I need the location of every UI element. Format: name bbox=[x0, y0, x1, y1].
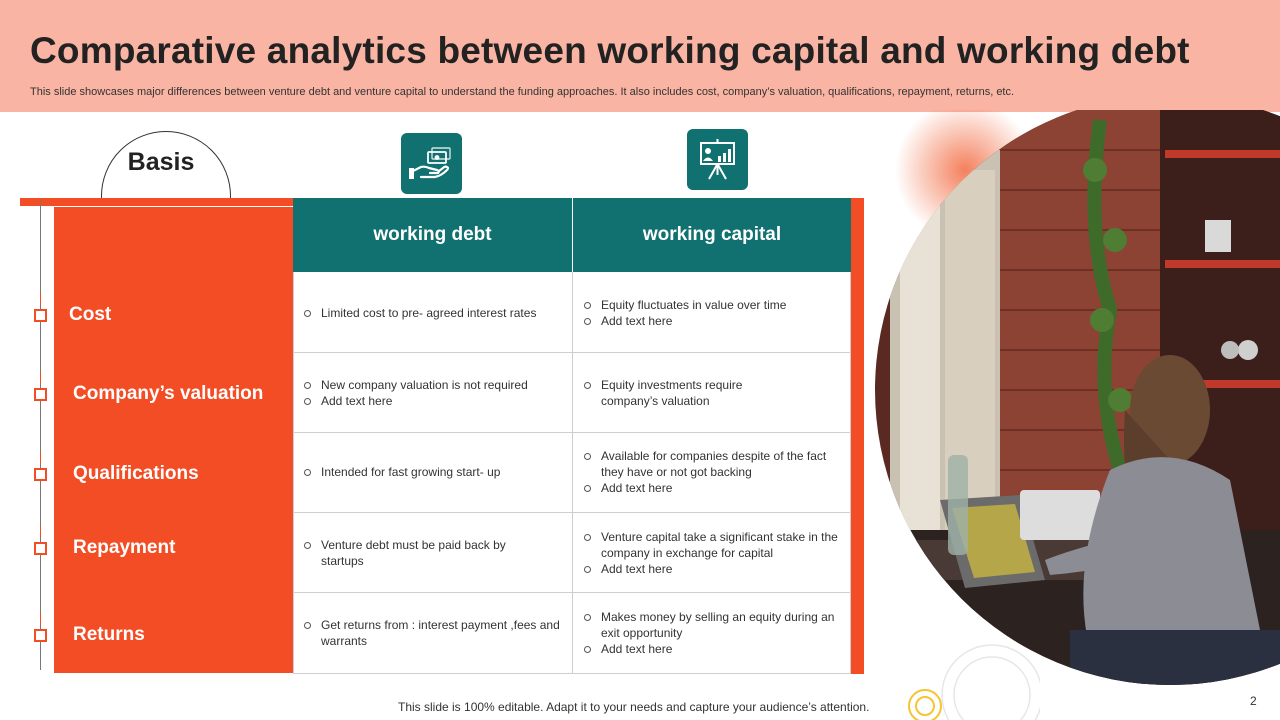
accent-right-strip bbox=[851, 198, 864, 674]
list-item: Add text here bbox=[582, 561, 847, 577]
footer-note: This slide is 100% editable. Adapt it to your needs and capture your audience’s attention. bbox=[398, 700, 870, 714]
money-in-hand-icon bbox=[401, 133, 462, 194]
list-item: Venture capital take a significant stake in the company in exchange for capital bbox=[582, 529, 847, 561]
cell-qualifications-debt bbox=[302, 464, 567, 480]
cell-repayment-capital bbox=[582, 529, 847, 577]
column-divider bbox=[572, 272, 573, 674]
square-marker-icon bbox=[34, 309, 47, 322]
basis-text: Qualifications bbox=[73, 463, 199, 484]
square-marker-icon bbox=[34, 388, 47, 401]
list-item: Add text here bbox=[582, 480, 847, 496]
square-marker-icon bbox=[34, 629, 47, 642]
list-item: Equity investments require company’s valuation bbox=[582, 377, 772, 409]
cell-valuation-debt bbox=[302, 377, 567, 409]
basis-text: Repayment bbox=[73, 537, 176, 558]
decorative-photo bbox=[870, 110, 1280, 720]
page-number: 2 bbox=[1250, 694, 1257, 708]
cell-cost-debt bbox=[302, 305, 567, 321]
marker-tick bbox=[40, 372, 41, 384]
square-marker-icon bbox=[34, 542, 47, 555]
presentation-chart-icon bbox=[687, 129, 748, 190]
marker-tick bbox=[40, 613, 41, 625]
list-item: Add text here bbox=[302, 393, 567, 409]
marker-tick bbox=[40, 293, 41, 305]
list-item: Equity fluctuates in value over time bbox=[582, 297, 847, 313]
slide-subtitle: This slide showcases major differences between venture debt and venture capital to understand the funding approaches. It also includes cost, company’s valuation, qualifications, repayment, returns, etc. bbox=[30, 86, 1015, 98]
marker-tick bbox=[40, 526, 41, 538]
cell-cost-capital bbox=[582, 297, 847, 329]
cell-qualifications-capital bbox=[582, 448, 847, 496]
list-item: Available for companies despite of the fact they have or not got backing bbox=[582, 448, 847, 480]
cell-returns-capital bbox=[582, 609, 847, 657]
list-item: Venture debt must be paid back by startups bbox=[302, 537, 532, 569]
cell-valuation-capital bbox=[582, 377, 772, 409]
list-item: Intended for fast growing start- up bbox=[302, 464, 567, 480]
basis-row-qualifications bbox=[32, 464, 294, 486]
basis-row-valuation bbox=[32, 384, 294, 406]
square-marker-icon bbox=[34, 468, 47, 481]
basis-row-repayment bbox=[32, 538, 294, 560]
marker-tick bbox=[40, 452, 41, 464]
list-item: New company valuation is not required bbox=[302, 377, 567, 393]
list-item: Get returns from : interest payment ,fees and warrants bbox=[302, 617, 567, 649]
basis-text: Cost bbox=[69, 304, 112, 325]
left-rail-line bbox=[40, 200, 41, 670]
concentric-circles-decoration bbox=[900, 640, 1040, 720]
basis-text: Returns bbox=[73, 624, 145, 645]
basis-text: Company’s valuation bbox=[73, 383, 264, 404]
basis-row-returns bbox=[32, 625, 294, 647]
list-item: Makes money by selling an equity during an exit opportunity bbox=[582, 609, 847, 641]
basis-row-cost bbox=[32, 305, 294, 327]
list-item: Add text here bbox=[582, 313, 847, 329]
list-item: Limited cost to pre- agreed interest rates bbox=[302, 305, 567, 321]
basis-label: Basis bbox=[127, 148, 195, 176]
slide-title: Comparative analytics between working capital and working debt bbox=[30, 30, 1190, 71]
cell-returns-debt bbox=[302, 617, 567, 649]
list-item: Add text here bbox=[582, 641, 847, 657]
column-header-working-debt: working debt bbox=[293, 198, 572, 272]
column-header-working-capital: working capital bbox=[573, 198, 851, 272]
cell-repayment-debt bbox=[302, 537, 532, 569]
accent-top-bar bbox=[20, 198, 296, 206]
basis-panel bbox=[54, 207, 294, 673]
